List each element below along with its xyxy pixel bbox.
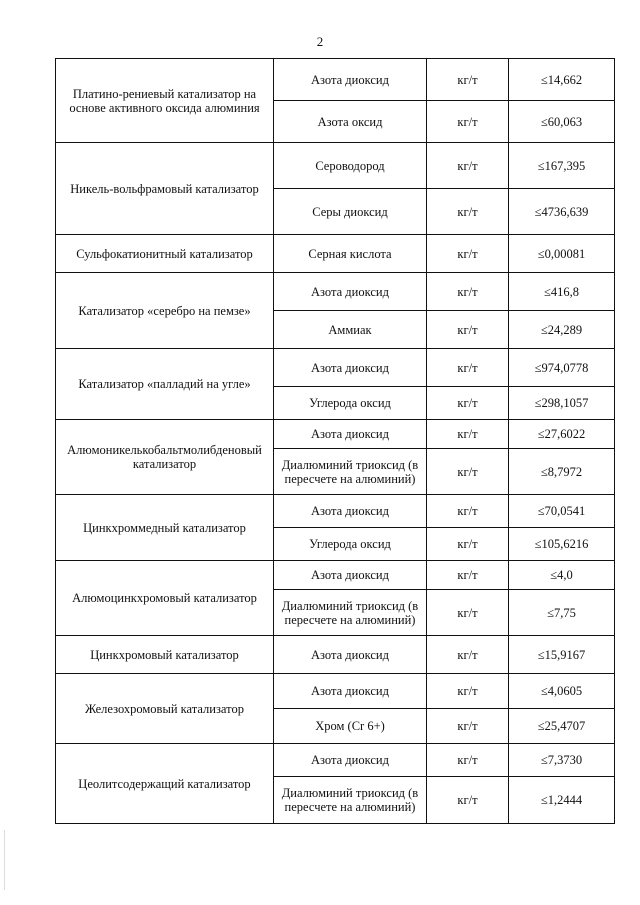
table-row — [56, 495, 615, 528]
limit-value: ≤25,4707 — [509, 709, 615, 744]
substance-name: Азота диоксид — [274, 744, 427, 777]
substance-name: Азота диоксид — [274, 636, 427, 674]
table-row — [56, 59, 615, 101]
page-number: 2 — [316, 34, 324, 49]
table-row — [56, 674, 615, 709]
table-row — [56, 561, 615, 590]
limit-value: ≤167,395 — [509, 143, 615, 189]
substance-name: Азота диоксид — [274, 561, 427, 590]
substance-name: Диалюминий триоксид (в пересчете на алюминий) — [274, 590, 427, 636]
table-row — [56, 235, 615, 273]
limit-value: ≤8,7972 — [509, 449, 615, 495]
unit-cell: кг/т — [427, 709, 509, 744]
limit-value: ≤105,6216 — [509, 528, 615, 561]
limit-value: ≤4736,639 — [509, 189, 615, 235]
catalyst-emissions-table — [55, 58, 615, 824]
limit-value: ≤7,3730 — [509, 744, 615, 777]
substance-name: Углерода оксид — [274, 387, 427, 420]
limit-value: ≤14,662 — [509, 59, 615, 101]
limit-value: ≤24,289 — [509, 311, 615, 349]
unit-cell: кг/т — [427, 420, 509, 449]
table-row — [56, 744, 615, 777]
limit-value: ≤0,00081 — [509, 235, 615, 273]
catalyst-name: Никель-вольфрамовый катализатор — [56, 143, 274, 235]
substance-name: Серы диоксид — [274, 189, 427, 235]
substance-name: Азота диоксид — [274, 674, 427, 709]
substance-name: Азота диоксид — [274, 273, 427, 311]
unit-cell: кг/т — [427, 636, 509, 674]
unit-cell: кг/т — [427, 273, 509, 311]
unit-cell: кг/т — [427, 744, 509, 777]
substance-name: Диалюминий триоксид (в пересчете на алюминий) — [274, 777, 427, 824]
unit-cell: кг/т — [427, 311, 509, 349]
catalyst-name: Цеолитсодержащий катализатор — [56, 744, 274, 824]
unit-cell: кг/т — [427, 590, 509, 636]
unit-cell: кг/т — [427, 143, 509, 189]
limit-value: ≤298,1057 — [509, 387, 615, 420]
substance-name: Хром (Cr 6+) — [274, 709, 427, 744]
limit-value: ≤974,0778 — [509, 349, 615, 387]
limit-value: ≤4,0 — [509, 561, 615, 590]
substance-name: Сероводород — [274, 143, 427, 189]
substance-name: Серная кислота — [274, 235, 427, 273]
substance-name: Азота диоксид — [274, 420, 427, 449]
catalyst-name: Железохромовый катализатор — [56, 674, 274, 744]
unit-cell: кг/т — [427, 59, 509, 101]
limit-value: ≤60,063 — [509, 101, 615, 143]
table-row — [56, 143, 615, 189]
substance-name: Азота диоксид — [274, 349, 427, 387]
scan-edge-mark — [4, 830, 5, 890]
catalyst-name: Катализатор «серебро на пемзе» — [56, 273, 274, 349]
substance-name: Азота оксид — [274, 101, 427, 143]
unit-cell: кг/т — [427, 189, 509, 235]
unit-cell: кг/т — [427, 449, 509, 495]
limit-value: ≤416,8 — [509, 273, 615, 311]
unit-cell: кг/т — [427, 235, 509, 273]
unit-cell: кг/т — [427, 528, 509, 561]
substance-name: Углерода оксид — [274, 528, 427, 561]
unit-cell: кг/т — [427, 674, 509, 709]
substance-name: Диалюминий триоксид (в пересчете на алюминий) — [274, 449, 427, 495]
substance-name: Аммиак — [274, 311, 427, 349]
limit-value: ≤7,75 — [509, 590, 615, 636]
substance-name: Азота диоксид — [274, 59, 427, 101]
unit-cell: кг/т — [427, 495, 509, 528]
catalyst-name: Цинкхроммедный катализатор — [56, 495, 274, 561]
unit-cell: кг/т — [427, 777, 509, 824]
limit-value: ≤1,2444 — [509, 777, 615, 824]
limit-value: ≤27,6022 — [509, 420, 615, 449]
limit-value: ≤15,9167 — [509, 636, 615, 674]
catalyst-name: Цинкхромовый катализатор — [56, 636, 274, 674]
unit-cell: кг/т — [427, 387, 509, 420]
unit-cell: кг/т — [427, 101, 509, 143]
substance-name: Азота диоксид — [274, 495, 427, 528]
catalyst-name: Сульфокатионитный катализатор — [56, 235, 274, 273]
unit-cell: кг/т — [427, 561, 509, 590]
unit-cell: кг/т — [427, 349, 509, 387]
table-row — [56, 636, 615, 674]
table-row — [56, 273, 615, 311]
table-row — [56, 420, 615, 449]
catalyst-name: Алюмоцинкхромовый катализатор — [56, 561, 274, 636]
limit-value: ≤70,0541 — [509, 495, 615, 528]
catalyst-name: Алюмоникелькобальтмолибденовый катализатор — [56, 420, 274, 495]
catalyst-name: Платино-рениевый катализатор на основе активного оксида алюминия — [56, 59, 274, 143]
catalyst-name: Катализатор «палладий на угле» — [56, 349, 274, 420]
limit-value: ≤4,0605 — [509, 674, 615, 709]
table-row — [56, 349, 615, 387]
